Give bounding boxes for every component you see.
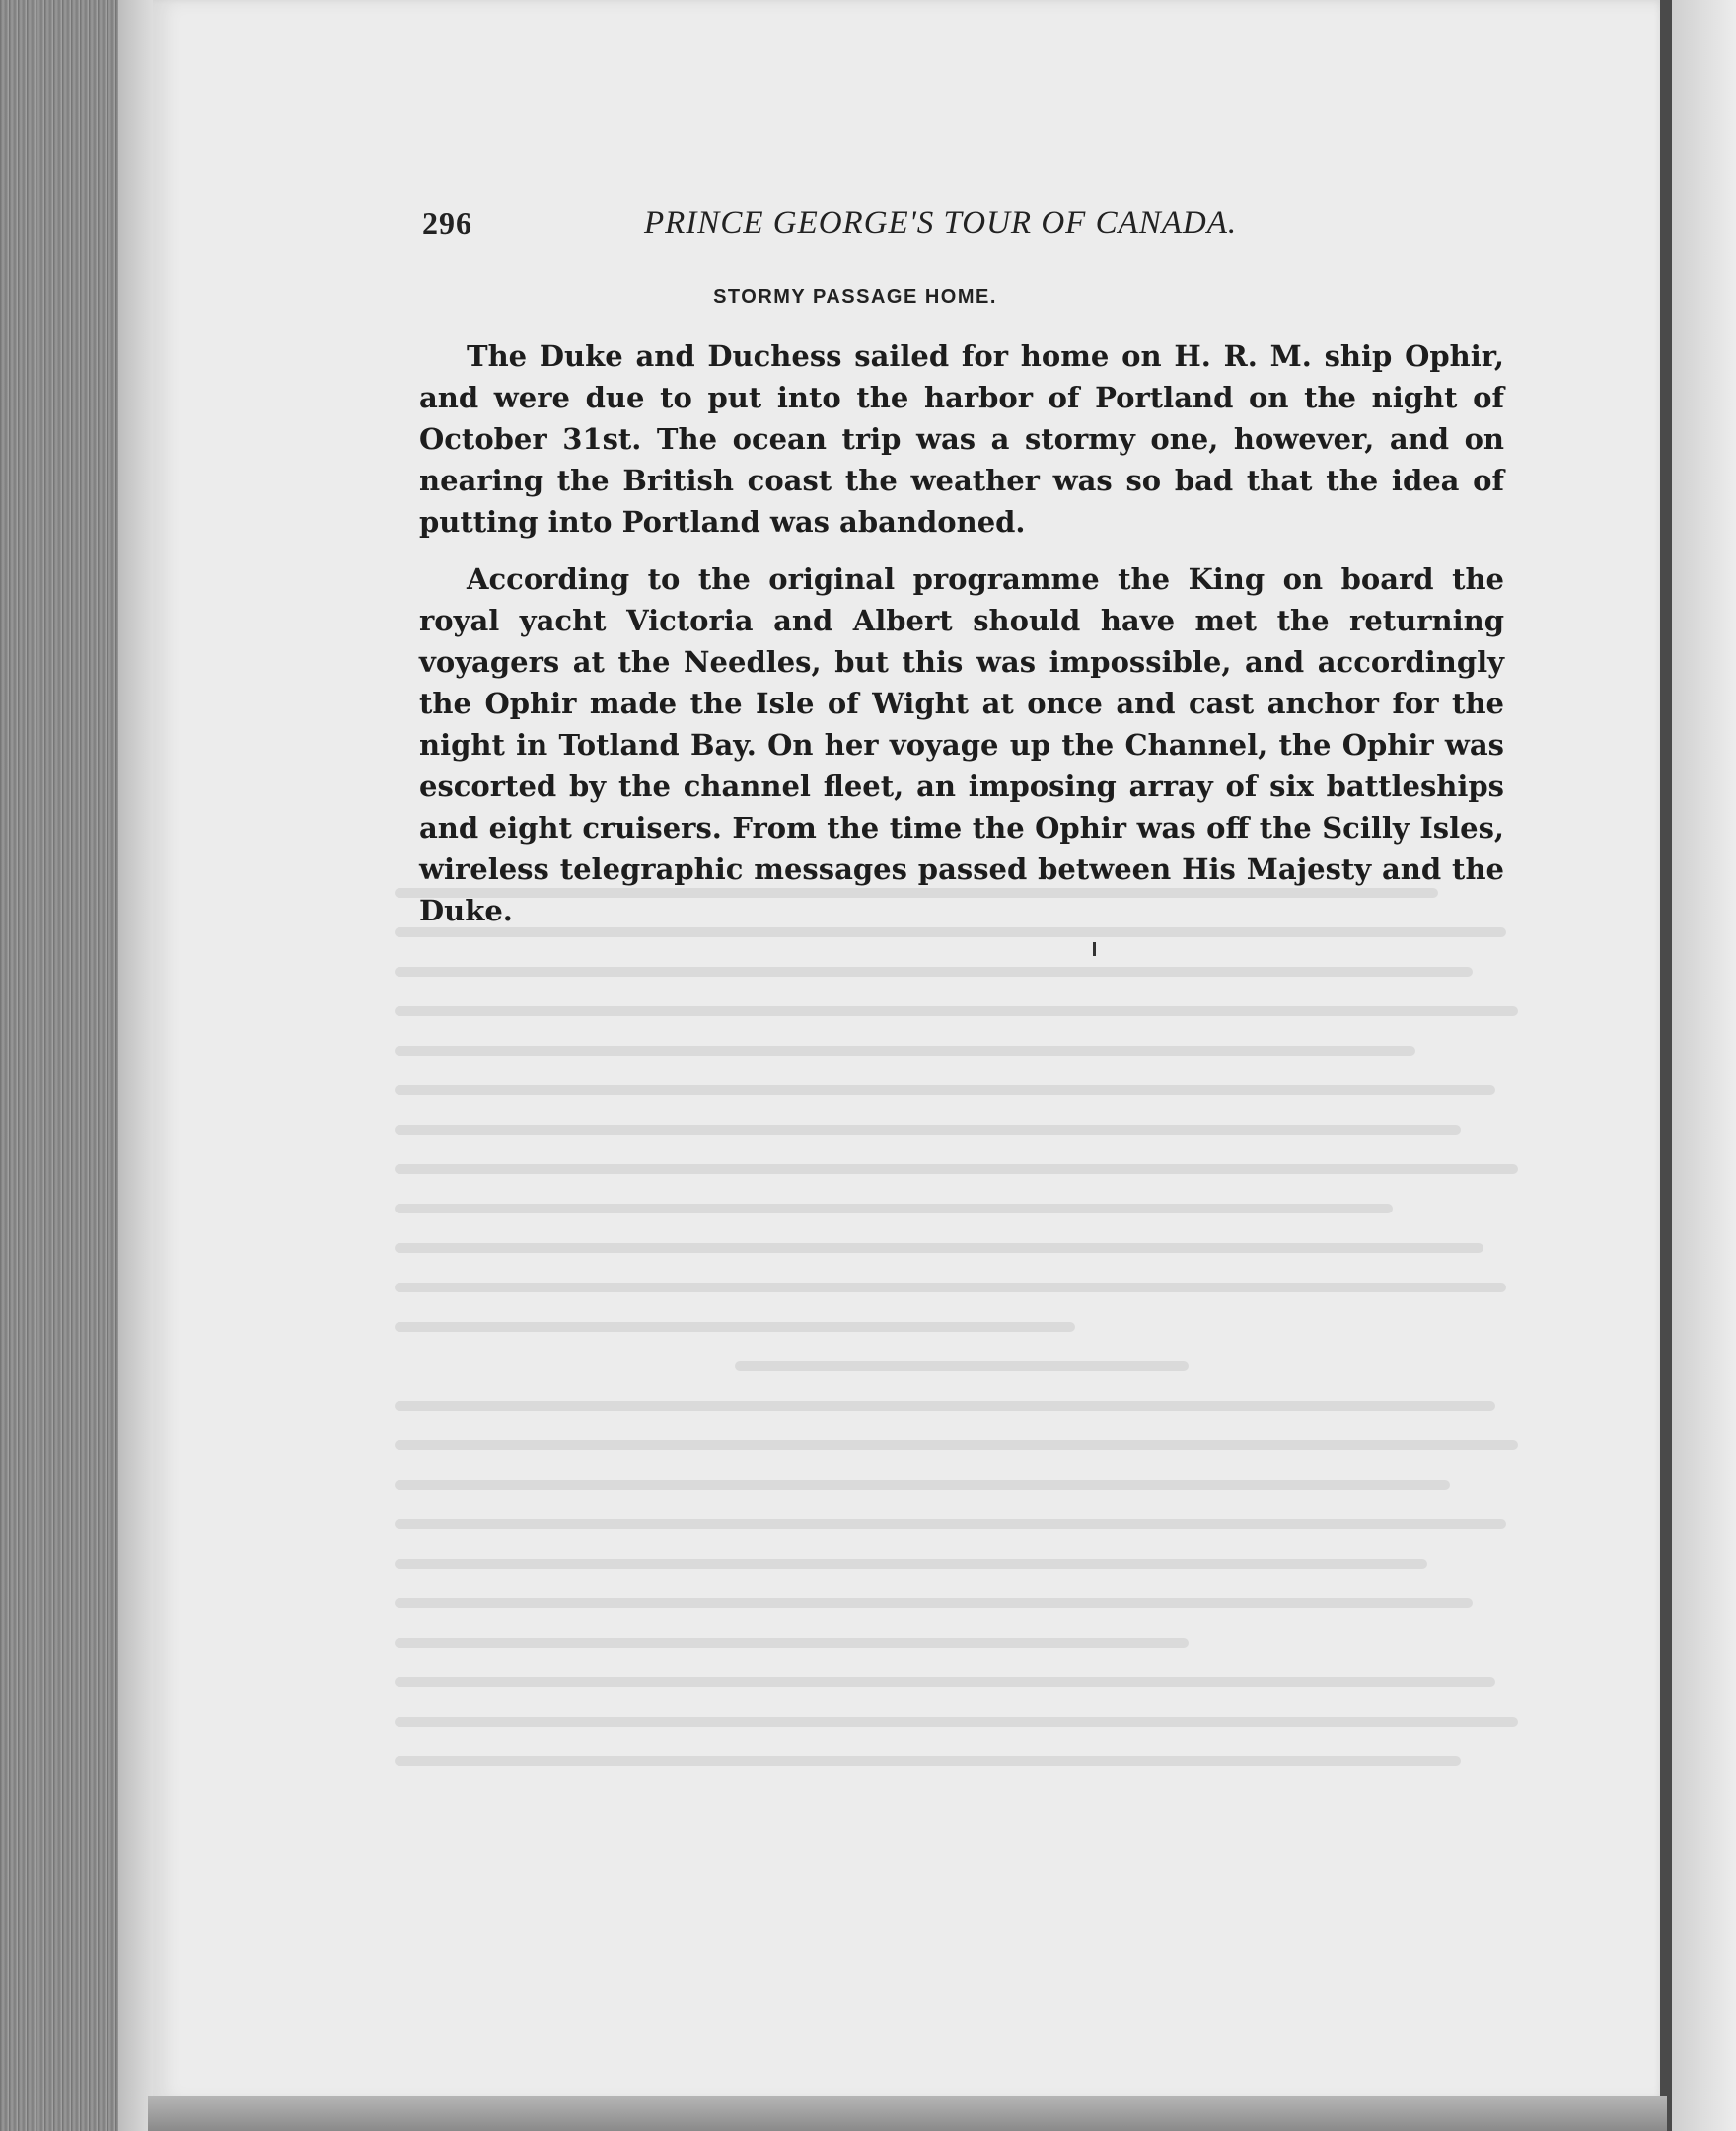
- paragraph-2: According to the original programme the King on board the royal yacht Victoria and Albert should have met the returning voyagers at the Needles, but this was impossible, and accordingly the Ophir made the Isle of Wight at once and cast anchor for the night in Totland Bay. On her voyage up the Channel, the Ophir was escorted by the channel fleet, an imposing array of six battleships and eight cruisers. From the time the Ophir was off the Scilly Isles, wireless telegraphic messages passed between His Majesty and the Duke.: [419, 562, 1504, 927]
- paragraph-1: The Duke and Duchess sailed for home on H. R. M. ship Ophir, and were due to put into the harbor of Portland on the night of October 31st. The ocean trip was a stormy one, however, and on nearing the British coast the weather was so bad that the idea of putting into Portland was abandoned.: [419, 339, 1504, 539]
- body-text: [419, 335, 1504, 947]
- book-gutter: [1660, 0, 1672, 2131]
- facing-page-edge: [1672, 0, 1736, 2131]
- page-header: [422, 205, 1288, 255]
- stray-ink-mark: [1093, 942, 1096, 956]
- running-title: PRINCE GEORGE'S TOUR OF CANADA.: [644, 205, 1238, 241]
- page-binding-shadow: [118, 0, 158, 2131]
- page-number: 296: [422, 205, 472, 241]
- section-heading: STORMY PASSAGE HOME.: [713, 286, 997, 308]
- page-bottom-edge: [148, 2096, 1667, 2131]
- show-through-text: [395, 888, 1529, 1815]
